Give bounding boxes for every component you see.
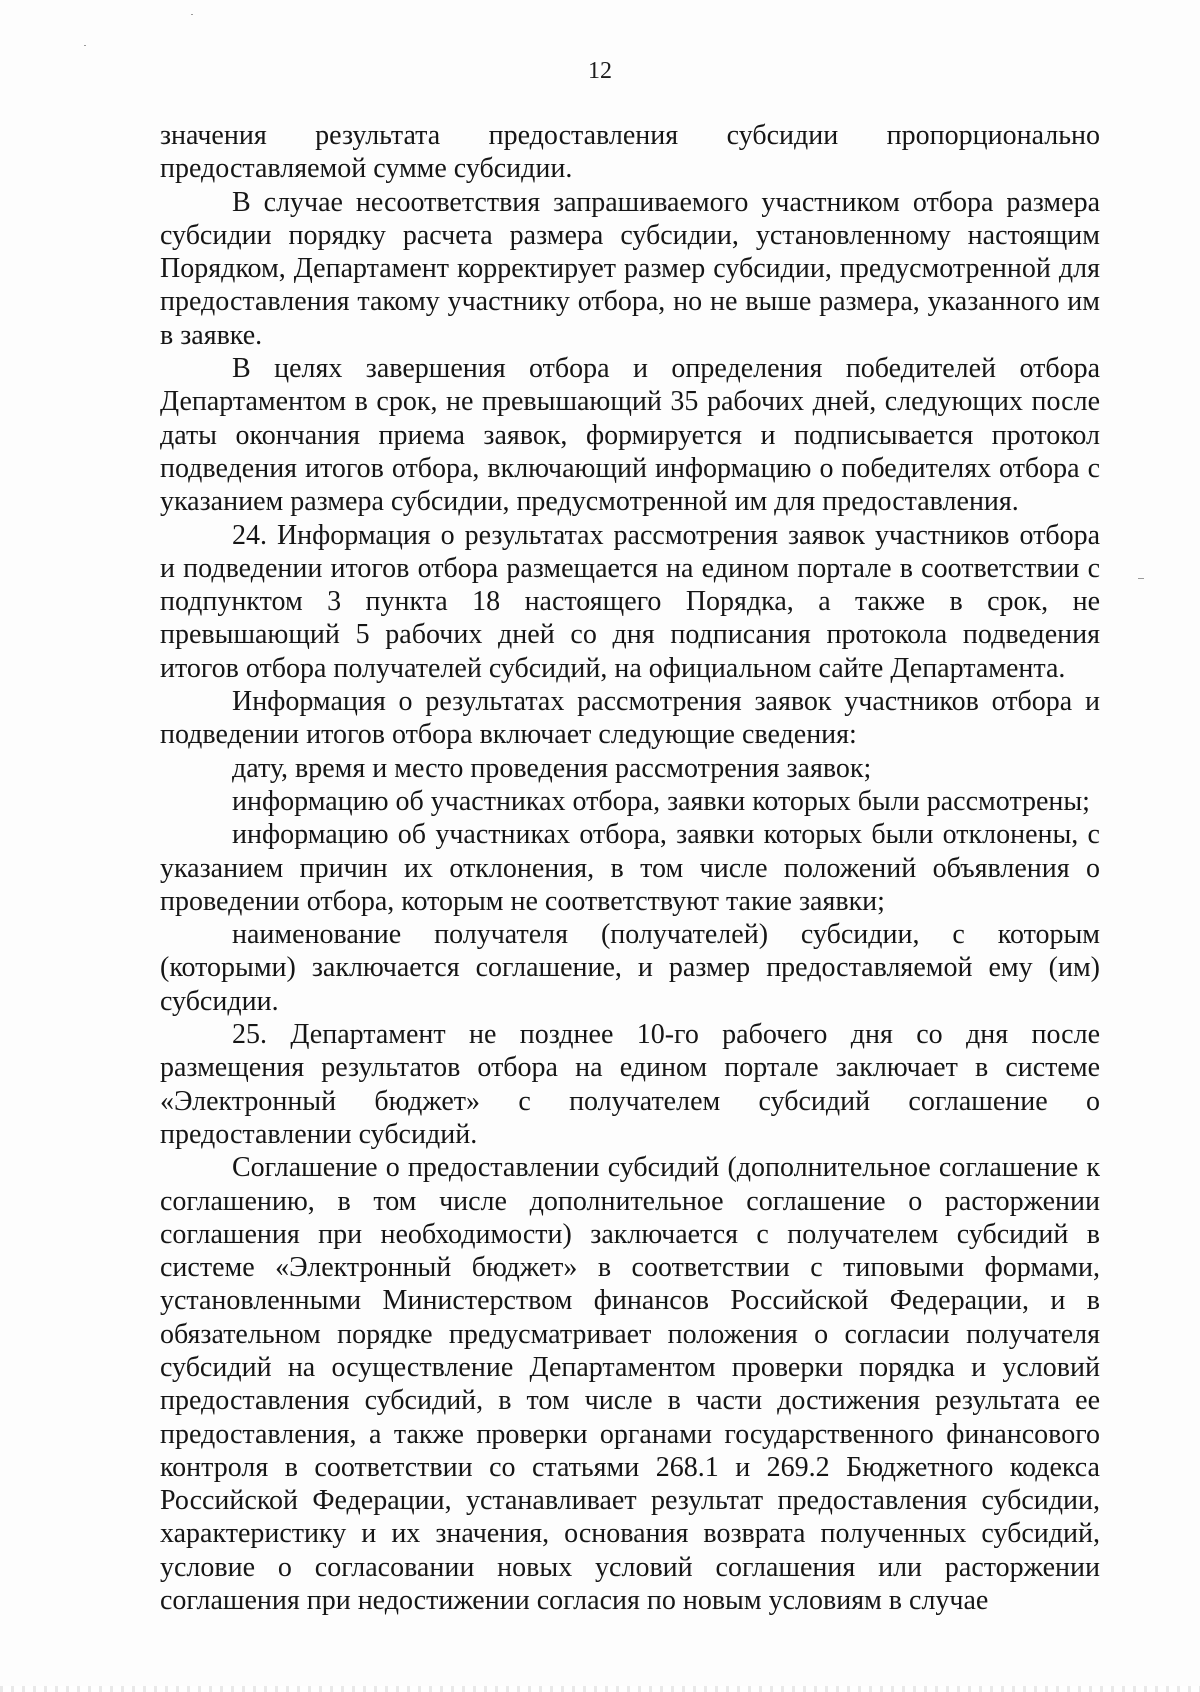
paragraph-item-24: 24. Информация о результатах рассмотрения заявок участников отбора и подведении итогов отбора размещается на едином портале в соответствии с подпунктом 3 пункта 18 настоящего Порядка, а также в срок, не превышающий 5 рабочих дней со дня подписания протокола подведения итогов отбора получателей субсидий, на официальном сайте Департамента. [160,519,1100,684]
paragraph: Соглашение о предоставлении субсидий (дополнительное соглашение к соглашению, в том числе дополнительное соглашение о расторжении соглашения при необходимости) заключается с получателем субсидий в системе «Электронный бюджет» в соответствии с типовыми формами, установленными Министерством финансов Российской Федерации, и в обязательном порядке предусматривает положения о согласии получателя субсидий на осуществление Департаментом проверки порядка и условий предоставления субсидий, в том числе в части достижения результата ее предоставления, а также проверки органами государственного финансового контроля в соответствии со статьями 268.1 и 269.2 Бюджетного кодекса Российской Федерации, устанавливает результат предоставления субсидии, характеристику и их значения, основания возврата полученных субсидий, условие о согласовании новых условий соглашения или расторжении соглашения при недостижении согласия по новым условиям в случае [160,1152,1100,1617]
page-number: 12 [588,58,612,84]
scan-speck [84,45,86,46]
list-item: наименование получателя (получателей) субсидии, с которым (которыми) заключается соглашение, и размер предоставляемой ему (им) субсидии. [160,919,1100,1017]
scan-speck [1138,578,1144,579]
document-body [160,119,1100,1617]
paragraph: Информация о результатах рассмотрения заявок участников отбора и подведении итогов отбора включает следующие сведения: [160,686,1100,751]
list-item: информацию об участниках отбора, заявки которых были рассмотрены; [232,785,1090,817]
list-item: дату, время и место проведения рассмотрения заявок; [232,752,872,784]
list-item: информацию об участниках отбора, заявки которых были отклонены, с указанием причин их отклонения, в том числе положений объявления о проведении отбора, которым не соответствуют такие заявки; [160,819,1100,917]
scan-edge [0,1686,1200,1692]
paragraph-continuation: значения результата предоставления субсидии пропорционально предоставляемой сумме субсидии. [160,120,1100,185]
scan-speck [191,14,193,15]
paragraph: В целях завершения отбора и определения победителей отбора Департаментом в срок, не превышающий 35 рабочих дней, следующих после даты окончания приема заявок, формируется и подписывается протокол подведения итогов отбора, включающий информацию о победителях отбора с указанием размера субсидии, предусмотренной им для предоставления. [160,353,1100,518]
paragraph-item-25: 25. Департамент не позднее 10-го рабочего дня со дня после размещения результатов отбора на едином портале заключает в системе «Электронный бюджет» с получателем субсидий соглашение о предоставлении субсидий. [160,1019,1100,1150]
paragraph: В случае несоответствия запрашиваемого участником отбора размера субсидии порядку расчета размера субсидии, установленному настоящим Порядком, Департамент корректирует размер субсидии, предусмотренной для предоставления такому участнику отбора, но не выше размера, указанного им в заявке. [160,186,1100,351]
